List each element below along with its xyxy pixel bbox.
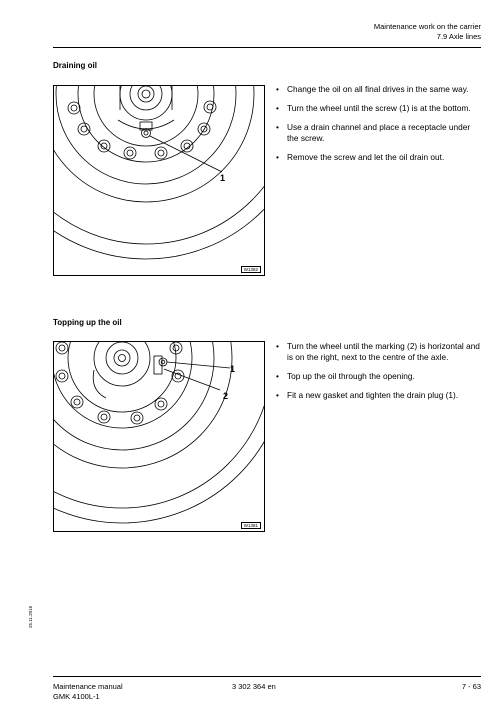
step-topping-3: • Fit a new gasket and tighten the drain plug (1).	[276, 390, 482, 401]
step-draining-4: • Remove the screw and let the oil drain out.	[276, 152, 482, 163]
header	[374, 22, 481, 42]
figure-draining	[53, 85, 265, 276]
footer-page-number: 7 - 63	[461, 682, 481, 691]
figure-topping	[53, 341, 265, 532]
footer-model: GMK 4100L-1	[53, 692, 100, 701]
figure-id-draining: W1382	[241, 266, 261, 273]
wheel-drawing-draining	[54, 86, 264, 275]
steps-draining	[276, 84, 482, 171]
callout-2-topping: 2	[223, 391, 229, 401]
header-section: 7.9 Axle lines	[436, 32, 481, 41]
footer-left	[53, 682, 123, 702]
step-draining-1: • Change the oil on all final drives in the same way.	[276, 84, 482, 95]
figure-id-topping: W1381	[241, 522, 261, 529]
footer-doc-number: 3 302 364 en	[232, 682, 276, 691]
footer-manual: Maintenance manual	[53, 682, 123, 691]
step-topping-2: • Top up the oil through the opening.	[276, 371, 482, 382]
steps-topping	[276, 341, 482, 409]
section-title-draining: Draining oil	[53, 61, 97, 70]
callout-1-draining: 1	[220, 173, 226, 183]
header-rule	[53, 47, 481, 48]
header-chapter: Maintenance work on the carrier	[373, 22, 481, 31]
step-topping-1: • Turn the wheel until the marking (2) is horizontal and is on the right, next to the centre of the axle.	[276, 341, 482, 363]
step-draining-2: • Turn the wheel until the screw (1) is at the bottom.	[276, 103, 482, 114]
wheel-drawing-topping	[54, 342, 264, 531]
section-title-topping: Topping up the oil	[53, 318, 122, 327]
side-date: 25.11.2016	[28, 605, 33, 628]
footer-rule	[53, 676, 481, 677]
step-draining-3: • Use a drain channel and place a receptacle under the screw.	[276, 122, 482, 144]
callout-1-topping: 1	[230, 364, 236, 374]
